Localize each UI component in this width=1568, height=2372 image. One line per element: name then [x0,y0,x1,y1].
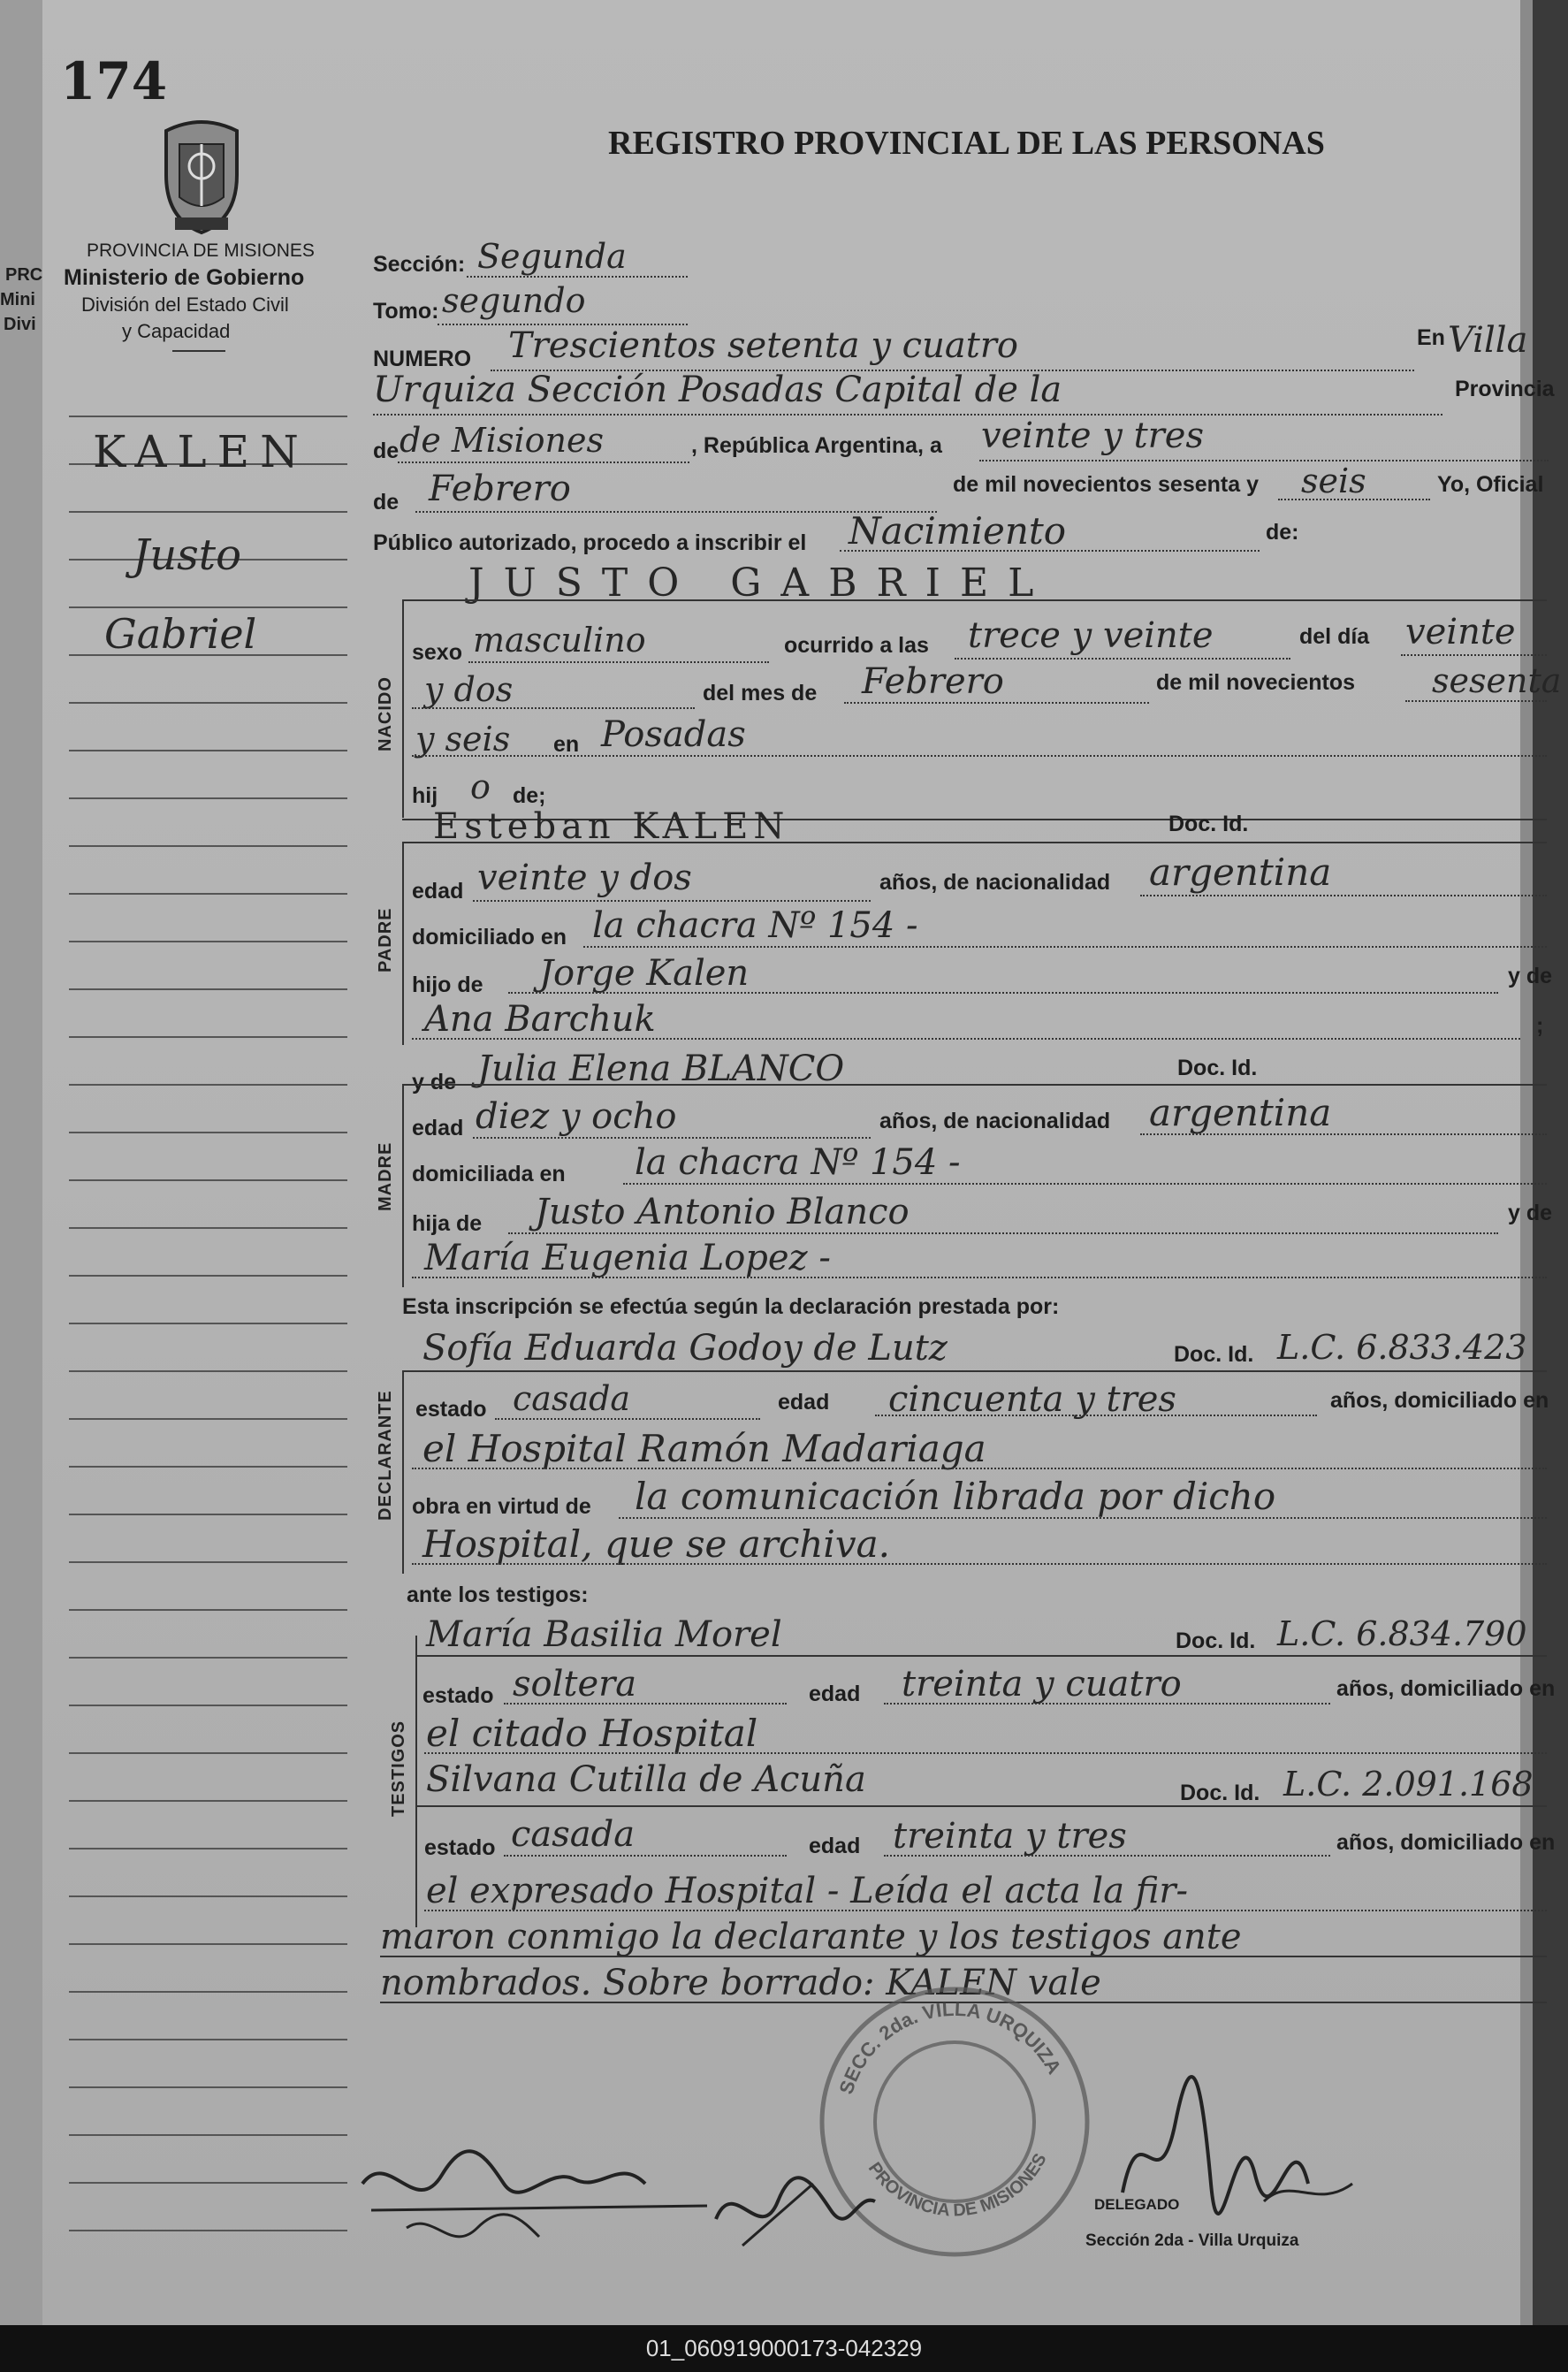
margin-ruled-line [69,1418,347,1420]
value-dia: veinte [1405,612,1516,652]
margin-ruled-line [69,1705,347,1706]
value-testigo1: María Basilia Morel [426,1614,782,1655]
label-semicolon: ; [1536,1013,1544,1038]
label-padre-hijo: hijo de [412,972,483,997]
line-sexo [468,661,769,663]
value-provincia: de Misiones [400,421,604,460]
margin-ruled-line [69,1561,347,1563]
label-t2-estado: estado [424,1835,496,1860]
right-page-edge [1533,0,1568,2325]
bar-declarante [402,1370,404,1574]
label-madre-hija: hija de [412,1211,483,1236]
bar-testigos [415,1636,417,1927]
value-padre-edad: veinte y dos [477,858,692,898]
line-padre-edad [473,900,871,902]
value-dia2: y dos [424,670,514,709]
line-t2-edad [884,1855,1330,1857]
margin-ruled-line [69,1991,347,1993]
margin-ruled-line [69,750,347,751]
value-cierre-1: maron conmigo la declarante y los testigos ante [380,1917,1242,1957]
margin-ruled-line [69,1179,347,1181]
value-abuela-m: María Eugenia Lopez - [424,1238,831,1278]
margin-ruled-line [69,1800,347,1802]
margin-ruled-line [69,1132,347,1133]
line-anio [1405,700,1547,702]
stamp-text-bottom: PROVINCIA DE MISIONES [864,2150,1051,2221]
label-t1-estado: estado [422,1683,494,1708]
stamp-text-top: SECC. 2da. VILLA URQUIZA [834,1997,1066,2097]
line-madre [402,1084,1547,1086]
margin-ruled-line [69,1752,347,1754]
value-anio: sesenta [1432,661,1562,700]
value-obra2: Hospital, que se archiva. [422,1522,890,1566]
line-anio-insc [1278,499,1430,500]
section-label-testigos: TESTIGOS [389,1720,408,1817]
label-del-dia: del día [1299,624,1370,649]
value-anio-insc: seis [1301,461,1366,500]
line-madre-nac [1140,1133,1547,1135]
partial-left-1: PRC [5,265,43,285]
label-de4: de; [513,783,546,808]
org-line-3: División del Estado Civil [81,294,289,316]
label-ocurrido: ocurrido a las [784,633,929,658]
label-mil-novecientos: de mil novecientos [1156,670,1356,695]
margin-ruled-line [69,893,347,895]
line-abuela-m [412,1277,1547,1278]
line-seccion [467,276,688,278]
section-label-declarante: DECLARANTE [376,1390,395,1521]
margin-ruled-line [69,1227,347,1229]
margin-ruled-line [69,1275,347,1277]
line-dia2 [412,707,695,709]
line-lugar-nac [412,755,1547,757]
label-t1-edad: edad [809,1682,861,1706]
margin-ruled-line [69,1848,347,1850]
value-decl-doc: L.C. 6.833.423 [1277,1328,1527,1367]
label-publico: Público autorizado, procedo a inscribir el [373,530,807,555]
value-t1-doc: L.C. 6.834.790 [1277,1614,1527,1653]
margin-ruled-line [69,1084,347,1086]
line-padre [402,842,1547,843]
label-madre-nac: años, de nacionalidad [879,1109,1111,1133]
margin-ruled-line [69,702,347,704]
margin-ruled-line [69,511,347,513]
value-declarante: Sofía Eduarda Godoy de Lutz [422,1328,948,1369]
value-numero: Trescientos setenta y cuatro [508,325,1018,366]
value-padre-dom: la chacra Nº 154 - [592,905,918,946]
label-seccion: Sección: [373,252,466,277]
label-padre-edad: edad [412,879,464,904]
line-declarante [402,1370,1547,1372]
label-yo-oficial: Yo, Oficial [1437,472,1544,497]
margin-ruled-line [69,1323,347,1324]
label-decl-dom: años, domiciliado en [1330,1388,1549,1413]
value-seccion: Segunda [477,237,627,276]
label-en2: en [553,732,580,757]
value-tomo: segundo [442,281,586,320]
margin-ruled-line [69,1657,347,1659]
value-obra: la comunicación librada por dicho [635,1475,1276,1518]
line-t1-edad [884,1703,1330,1705]
value-mes-insc: Febrero [429,469,571,509]
label-madre-dom: domiciliada en [412,1162,566,1186]
line-provincia [398,461,689,463]
margin-ruled-line [69,1609,347,1611]
value-cierre-2: nombrados. Sobre borrado: KALEN vale [380,1963,1101,2003]
org-line-4: y Capacidad [122,320,231,342]
line-decl-edad [875,1415,1317,1416]
line-testigo1 [415,1655,1547,1657]
label-del-mes: del mes de [703,681,818,705]
value-t2-dom: el expresado Hospital - Leída el acta la fir- [426,1871,1189,1911]
value-lugar-nac: Posadas [601,714,746,755]
margin-ruled-line [69,1466,347,1468]
label-provincia: Provincia [1455,377,1555,401]
label-de3: de: [1266,520,1299,545]
line-t2-estado [504,1855,787,1857]
bar-madre [402,1084,404,1287]
section-label-nacido: NACIDO [376,676,395,751]
value-madre: Julia Elena BLANCO [477,1049,845,1089]
bar-padre [402,842,404,1045]
line-t2-dom [424,1910,1547,1911]
line-acto [840,550,1260,552]
value-madre-edad: diez y ocho [476,1096,677,1137]
margin-ruled-line [69,1514,347,1515]
label-tomo: Tomo: [373,299,439,324]
margin-ruled-line [69,845,347,847]
margin-ruled-line [69,2134,347,2136]
official-section: Sección 2da - Villa Urquiza [1085,2231,1299,2250]
margin-ruled-line [69,1370,347,1372]
value-hij: o [470,767,491,806]
label-decl-edad: edad [778,1390,830,1415]
line-hora [955,658,1290,660]
line-madre-edad [473,1137,871,1139]
label-inscripcion: Esta inscripción se efectúa según la declaración prestada por: [402,1294,1060,1319]
section-label-madre: MADRE [376,1141,395,1211]
label-obra: obra en virtud de [412,1494,591,1519]
margin-ruled-line [69,941,347,942]
line-dia-insc [979,460,1549,461]
value-madre-nac: argentina [1149,1091,1332,1134]
margin-ruled-line [69,1036,347,1038]
partial-left-2: Mini [0,290,35,309]
margin-ruled-line [69,988,347,990]
section-label-padre: PADRE [376,907,395,972]
value-abuelo-m: Justo Antonio Blanco [535,1192,910,1232]
value-sexo: masculino [473,621,646,660]
value-t1-edad: treinta y cuatro [902,1664,1182,1705]
line-cierre-1 [380,1956,1547,1957]
label-en: En [1417,325,1445,350]
line-abuela-p [412,1038,1520,1040]
label-de: de [373,439,400,463]
value-abuela-p: Ana Barchuk [424,999,656,1040]
value-decl-estado: casada [513,1379,631,1418]
margin-surname: KALEN [93,426,309,477]
value-lugar: Urquiza Sección Posadas Capital de la [373,370,1062,410]
line-madre-dom [623,1183,1547,1185]
line-dia [1401,654,1547,656]
value-testigo2: Silvana Cutilla de Acuña [426,1759,866,1800]
label-decl-doc: Doc. Id. [1174,1342,1254,1367]
label-mil-sesenta: de mil novecientos sesenta y [953,472,1259,497]
value-padre-nac: argentina [1149,850,1332,894]
value-t2-estado: casada [511,1814,636,1855]
label-padre-y-de: y de [1508,964,1553,988]
line-t1-dom [424,1752,1547,1754]
margin-ruled-line [69,1943,347,1945]
partial-left-3: Divi [4,315,36,334]
label-madre-edad: edad [412,1116,464,1140]
value-acto: Nacimiento [849,509,1067,553]
org-divider [172,350,225,352]
signature-declarante-icon [354,2131,725,2263]
margin-ruled-line [69,797,347,799]
value-mes: Febrero [862,661,1004,702]
label-madre-doc: Doc. Id. [1177,1056,1258,1080]
coat-of-arms-icon [148,113,255,237]
margin-ruled-line [69,606,347,608]
margin-name-2: Gabriel [104,610,257,658]
margin-ruled-line [69,1895,347,1897]
value-decl-dom: el Hospital Ramón Madariaga [422,1427,986,1470]
line-lugar [373,414,1442,416]
line-padre-nac [1140,895,1547,896]
line-mes [844,702,1149,704]
value-padre: Esteban KALEN [433,806,790,847]
line-nombre [402,599,1547,601]
margin-name-1: Justo [133,530,241,580]
line-testigo2 [415,1805,1547,1807]
margin-ruled-line [69,2182,347,2184]
label-t1-dom: años, domiciliado en [1336,1676,1556,1701]
label-t2-dom: años, domiciliado en [1336,1830,1556,1855]
signature-testigo-icon [707,2148,884,2263]
folio-number: 174 [60,51,168,111]
value-anio2: y seis [415,720,511,759]
line-decl-estado [495,1418,760,1420]
value-en: Villa [1448,320,1528,361]
org-line-2: Ministerio de Gobierno [64,265,305,290]
line-t1-estado [504,1703,787,1705]
label-padre-dom: domiciliado en [412,925,567,950]
label-decl-estado: estado [415,1397,487,1422]
label-padre-doc: Doc. Id. [1168,812,1249,836]
margin-ruled-line [69,416,347,417]
bar-nacido [402,601,404,818]
label-de2: de [373,490,400,515]
margin-ruled-line [69,2086,347,2088]
value-hora: trece y veinte [968,615,1214,656]
official-title: DELEGADO [1094,2196,1180,2213]
label-t2-doc: Doc. Id. [1180,1781,1260,1805]
value-t1-dom: el citado Hospital [426,1712,758,1755]
value-madre-dom: la chacra Nº 154 - [635,1142,961,1183]
value-nombre: JUSTO GABRIEL [468,561,1054,606]
label-hij: hij [412,783,438,808]
label-numero: NUMERO [373,347,472,371]
label-padre-nac: años, de nacionalidad [879,870,1111,895]
value-t2-doc: L.C. 2.091.168 [1283,1765,1534,1804]
line-obra2 [412,1563,1547,1565]
label-sexo: sexo [412,640,462,665]
label-madre-y-de2: y de [1508,1201,1553,1225]
value-t2-edad: treinta y tres [893,1816,1127,1857]
label-t1-doc: Doc. Id. [1176,1628,1256,1653]
label-republica: , República Argentina, a [691,433,942,458]
value-t1-estado: soltera [513,1664,637,1705]
label-t2-edad: edad [809,1834,861,1858]
line-decl-dom [412,1468,1547,1469]
org-line-1: PROVINCIA DE MISIONES [87,240,315,261]
footer-filename: 01_060919000173-042329 [0,2325,1568,2372]
value-dia-insc: veinte y tres [981,416,1204,456]
left-page-edge [0,0,42,2325]
line-padre-dom [583,946,1547,948]
page-title: REGISTRO PROVINCIAL DE LAS PERSONAS [608,125,1325,162]
value-abuelo-p: Jorge Kalen [539,953,750,994]
line-abuelo-p [508,992,1498,994]
label-ante-testigos: ante los testigos: [407,1583,589,1607]
margin-ruled-line [69,2230,347,2231]
value-decl-edad: cincuenta y tres [888,1379,1176,1420]
margin-ruled-line [69,2039,347,2040]
line-obra [619,1517,1547,1519]
line-abuelo-m [508,1232,1498,1234]
label-madre-y-de: y de [412,1070,457,1094]
